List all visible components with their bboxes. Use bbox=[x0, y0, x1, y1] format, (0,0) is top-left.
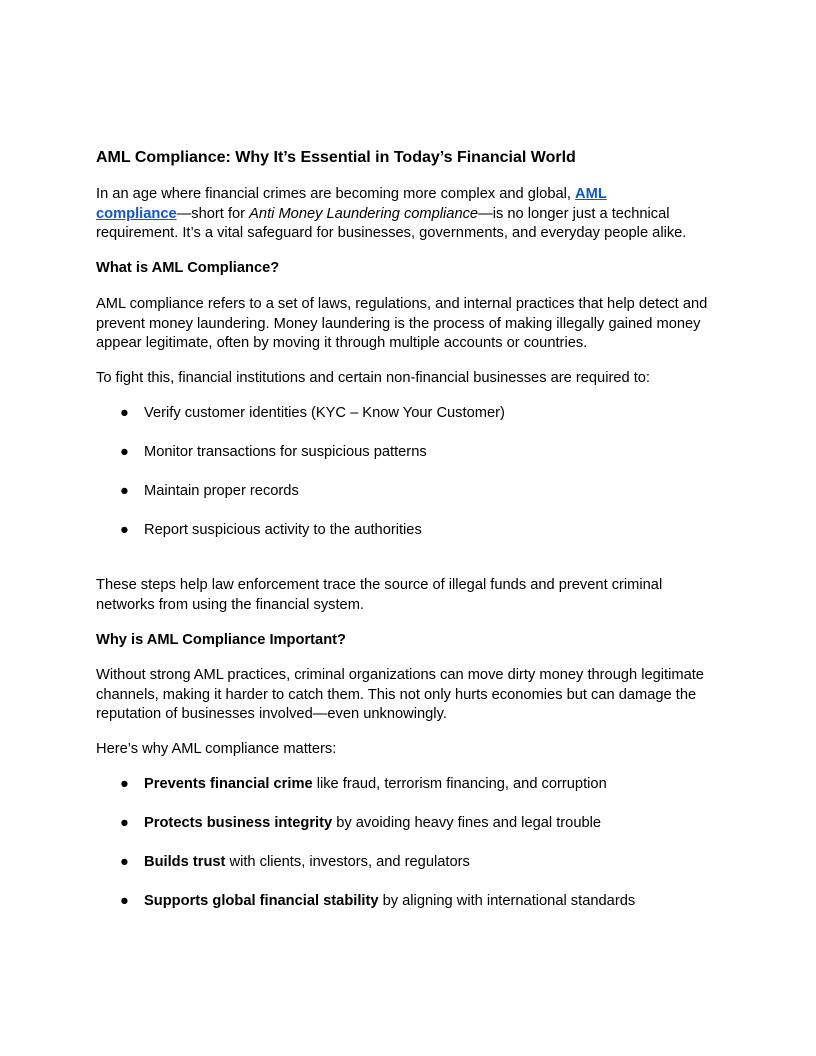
bullet-icon: ● bbox=[120, 444, 129, 460]
bullet-icon: ● bbox=[120, 483, 129, 499]
intro-paragraph bbox=[96, 185, 720, 244]
section-heading-why-important: Why is AML Compliance Important? bbox=[96, 632, 346, 648]
bullet-icon: ● bbox=[120, 854, 129, 870]
section2-paragraph-2: Here’s why AML compliance matters: bbox=[96, 741, 337, 757]
aml-compliance-link[interactable]: AML compliance bbox=[96, 186, 607, 222]
list-item: ● Verify customer identities (KYC – Know Your Customer) bbox=[120, 404, 505, 424]
list-item: ● Prevents financial crime like fraud, terrorism financing, and corruption bbox=[120, 775, 607, 795]
bullet-icon: ● bbox=[120, 893, 129, 909]
intro-text-before-link: In an age where financial crimes are becoming more complex and global, bbox=[96, 186, 576, 202]
list-item: ● Supports global financial stability by aligning with international standards bbox=[120, 892, 635, 912]
section1-paragraph-2: To fight this, financial institutions and certain non-financial businesses are required to: bbox=[96, 370, 650, 386]
section1-paragraph-3: These steps help law enforcement trace the source of illegal funds and prevent criminal networks from using the financial system. bbox=[96, 577, 663, 613]
document-title: AML Compliance: Why It’s Essential in Today’s Financial World bbox=[96, 149, 576, 166]
intro-line-3: requirement. It’s a vital safeguard for businesses, governments, and everyday people alike. bbox=[96, 225, 687, 241]
intro-text-after-link: —short for bbox=[176, 205, 250, 222]
intro-italic-text: Anti Money Laundering compliance bbox=[249, 205, 479, 222]
section2-paragraph-1: Without strong AML practices, criminal organizations can move dirty money through legitimate channels, making it harder to catch them. This not only hurts economies but can damage the reputation of businesses involved—even unknowingly. bbox=[96, 667, 704, 722]
bullet-icon: ● bbox=[120, 522, 129, 538]
list-item: ● Monitor transactions for suspicious patterns bbox=[120, 443, 427, 463]
intro-text-after-italic: —is no longer just a technical bbox=[478, 205, 670, 222]
bullet-icon: ● bbox=[120, 405, 129, 421]
list-item: ● Maintain proper records bbox=[120, 482, 299, 502]
bullet-icon: ● bbox=[120, 815, 129, 831]
list-item: ● Builds trust with clients, investors, and regulators bbox=[120, 853, 470, 873]
section-heading-what-is: What is AML Compliance? bbox=[96, 260, 280, 276]
bullet-icon: ● bbox=[120, 776, 129, 792]
list-item: ● Protects business integrity by avoiding heavy fines and legal trouble bbox=[120, 814, 601, 834]
list-item: ● Report suspicious activity to the authorities bbox=[120, 521, 422, 541]
section1-paragraph-1: AML compliance refers to a set of laws, regulations, and internal practices that help detect and prevent money laundering. Money laundering is the process of making illegally gained money appear legitimate, often by moving it through multiple accounts or countries. bbox=[96, 296, 708, 351]
